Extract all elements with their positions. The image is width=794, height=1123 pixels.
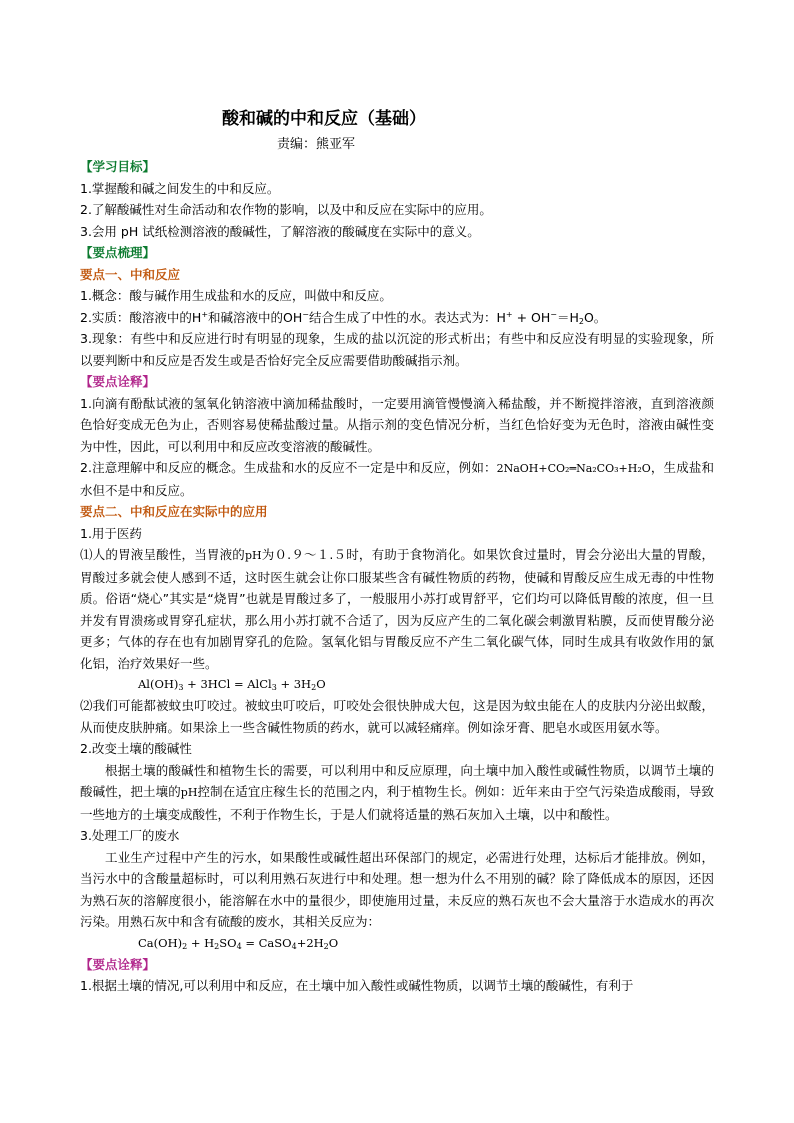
soil-paragraph: 根据土壤的酸碱性和植物生长的需要，可以利用中和反应原理，向土壤中加入酸性或碱性物质，以调节土壤的酸碱性，把土壤的pH控制在适宜庄稼生长的范围之内，利于植物生长。例如：近年来由于空气污染造成酸雨，导致一些地方的土壤变成酸性，不利于作物生长，于是人们就将适量的熟石灰加入土壤，以中和酸性。: [80, 762, 714, 822]
phenomenon-text: 3.现象：有些中和反应进行时有明显的现象，生成的盐以沉淀的形式析出；有些中和反应没有明显的实验现象，所以要判断中和反应是否发生或是否恰好完全反应需要借助酸碱指示剂。: [80, 331, 714, 368]
formula-aluminium-hydroxide: $Al(OH)_3 + 3HCl$ = AlCl$_3$ + $3H_2O$: [138, 677, 326, 692]
medicine-heading: 1.用于医药: [80, 525, 142, 541]
goals-heading: 【学习目标】: [80, 159, 156, 174]
explain2-heading: 【要点诠释】: [80, 956, 156, 972]
waste-paragraph: 工业生产过程中产生的污水，如果酸性或碱性超出环保部门的规定，必需进行处理，达标后才能排放。例如，当污水中的含酸量超标时，可以利用熟石灰进行中和处理。想一想为什么不用别的碱？除了降低成本的原因，还因为熟石灰的溶解度很小，能溶解在水中的量很少，即使施用过量，未反应的熟石灰也不会大量溶于水造成水的再次污染。用熟石灰中和含有硫酸的废水，其相关反应为：: [80, 849, 714, 929]
insect-bite-paragraph: ⑵我们可能都被蚊虫叮咬过。被蚊虫叮咬后，叮咬处会很快肿成大包，这是因为蚊虫能在人的皮肤内分泌出蚁酸，从而使皮肤肿痛。如果涂上一些含碱性物质的药水，就可以减轻痛痒。例如涂牙膏、肥皂水或医用氨水等。: [80, 698, 714, 735]
summary-heading: 【要点梳理】: [80, 245, 156, 260]
page-content: [80, 104, 714, 997]
goal-item: 3.会用 pH 试纸检测溶液的酸碱性，了解溶液的酸碱度在实际中的意义。: [80, 223, 480, 239]
explain2-paragraph: 1.根据土壤的情况,可以利用中和反应，在土壤中加入酸性或碱性物质，以调节土壤的酸碱性，有利于: [80, 978, 634, 993]
soil-heading: 2.改变土壤的酸碱性: [80, 741, 192, 756]
essence-text: 2.实质：酸溶液中的H+和碱溶液中的OH−结合生成了中性的水。表达式为：$H^+ + OH^-=H_2O$。: [80, 309, 607, 326]
point1-heading: 要点一、中和反应: [80, 266, 181, 282]
author-line: 责编：熊亚军: [277, 137, 356, 152]
explain1-heading: 【要点诠释】: [80, 374, 156, 389]
goal-item: 2.了解酸碱性对生命活动和农作物的影响，以及中和反应在实际中的应用。: [80, 202, 492, 217]
medicine-paragraph: ⑴人的胃液呈酸性，当胃液的pH为０.９～１.５时，有助于食物消化。如果饮食过量时，胃会分泌出大量的胃酸，胃酸过多就会使人感到不适，这时医生就会让你口服某些含有碱性物质的药物，使碱和胃酸反应生成无毒的中性物质。俗语“烧心”其实是“烧胃”也就是胃酸过多了，一般服用小苏打或胃舒平，它们均可以降低胃酸的浓度，但一旦并发有胃溃疡或胃穿孔症状，那么用小苏打就不合适了，因为反应产生的二氧化碳会刺激胃粘膜，反而使胃酸分泌更多；气体的存在也有加剧胃穿孔的危险。氢氧化铝与胃酸反应不产生二氧化碳气体，同时生成具有收敛作用的氯化铝，治疗效果好一些。: [80, 547, 714, 671]
formula-calcium-hydroxide: $Ca(OH)_2 + H_2SO_4$ = $CaSO_4+2H_2O$: [138, 935, 339, 951]
explain1-paragraph: 2.注意理解中和反应的概念。生成盐和水的反应不一定是中和反应，例如：2NaOH+CO₂═Na₂CO₃+H₂O，生成盐和水但不是中和反应。: [80, 460, 714, 498]
point2-heading: 要点二、中和反应在实际中的应用: [80, 504, 268, 519]
goal-item: 1.掌握酸和碱之间发生的中和反应。: [80, 180, 280, 196]
explain1-paragraph: 1.向滴有酚酞试液的氢氧化钠溶液中滴加稀盐酸时，一定要用滴管慢慢滴入稀盐酸，并不断搅拌溶液，直到溶液颜色恰好变成无色为止，否则容易使稀盐酸过量。从指示剂的变色情况分析，当红色恰好变为无色时，溶液由碱性变为中性，因此，可以利用中和反应改变溶液的酸碱性。: [80, 395, 714, 454]
waste-heading: 3.处理工厂的废水: [80, 828, 180, 843]
page-title: 酸和碱的中和反应（基础）: [222, 109, 426, 129]
concept-text: 1.概念：酸与碱作用生成盐和水的反应，叫做中和反应。: [80, 288, 392, 303]
